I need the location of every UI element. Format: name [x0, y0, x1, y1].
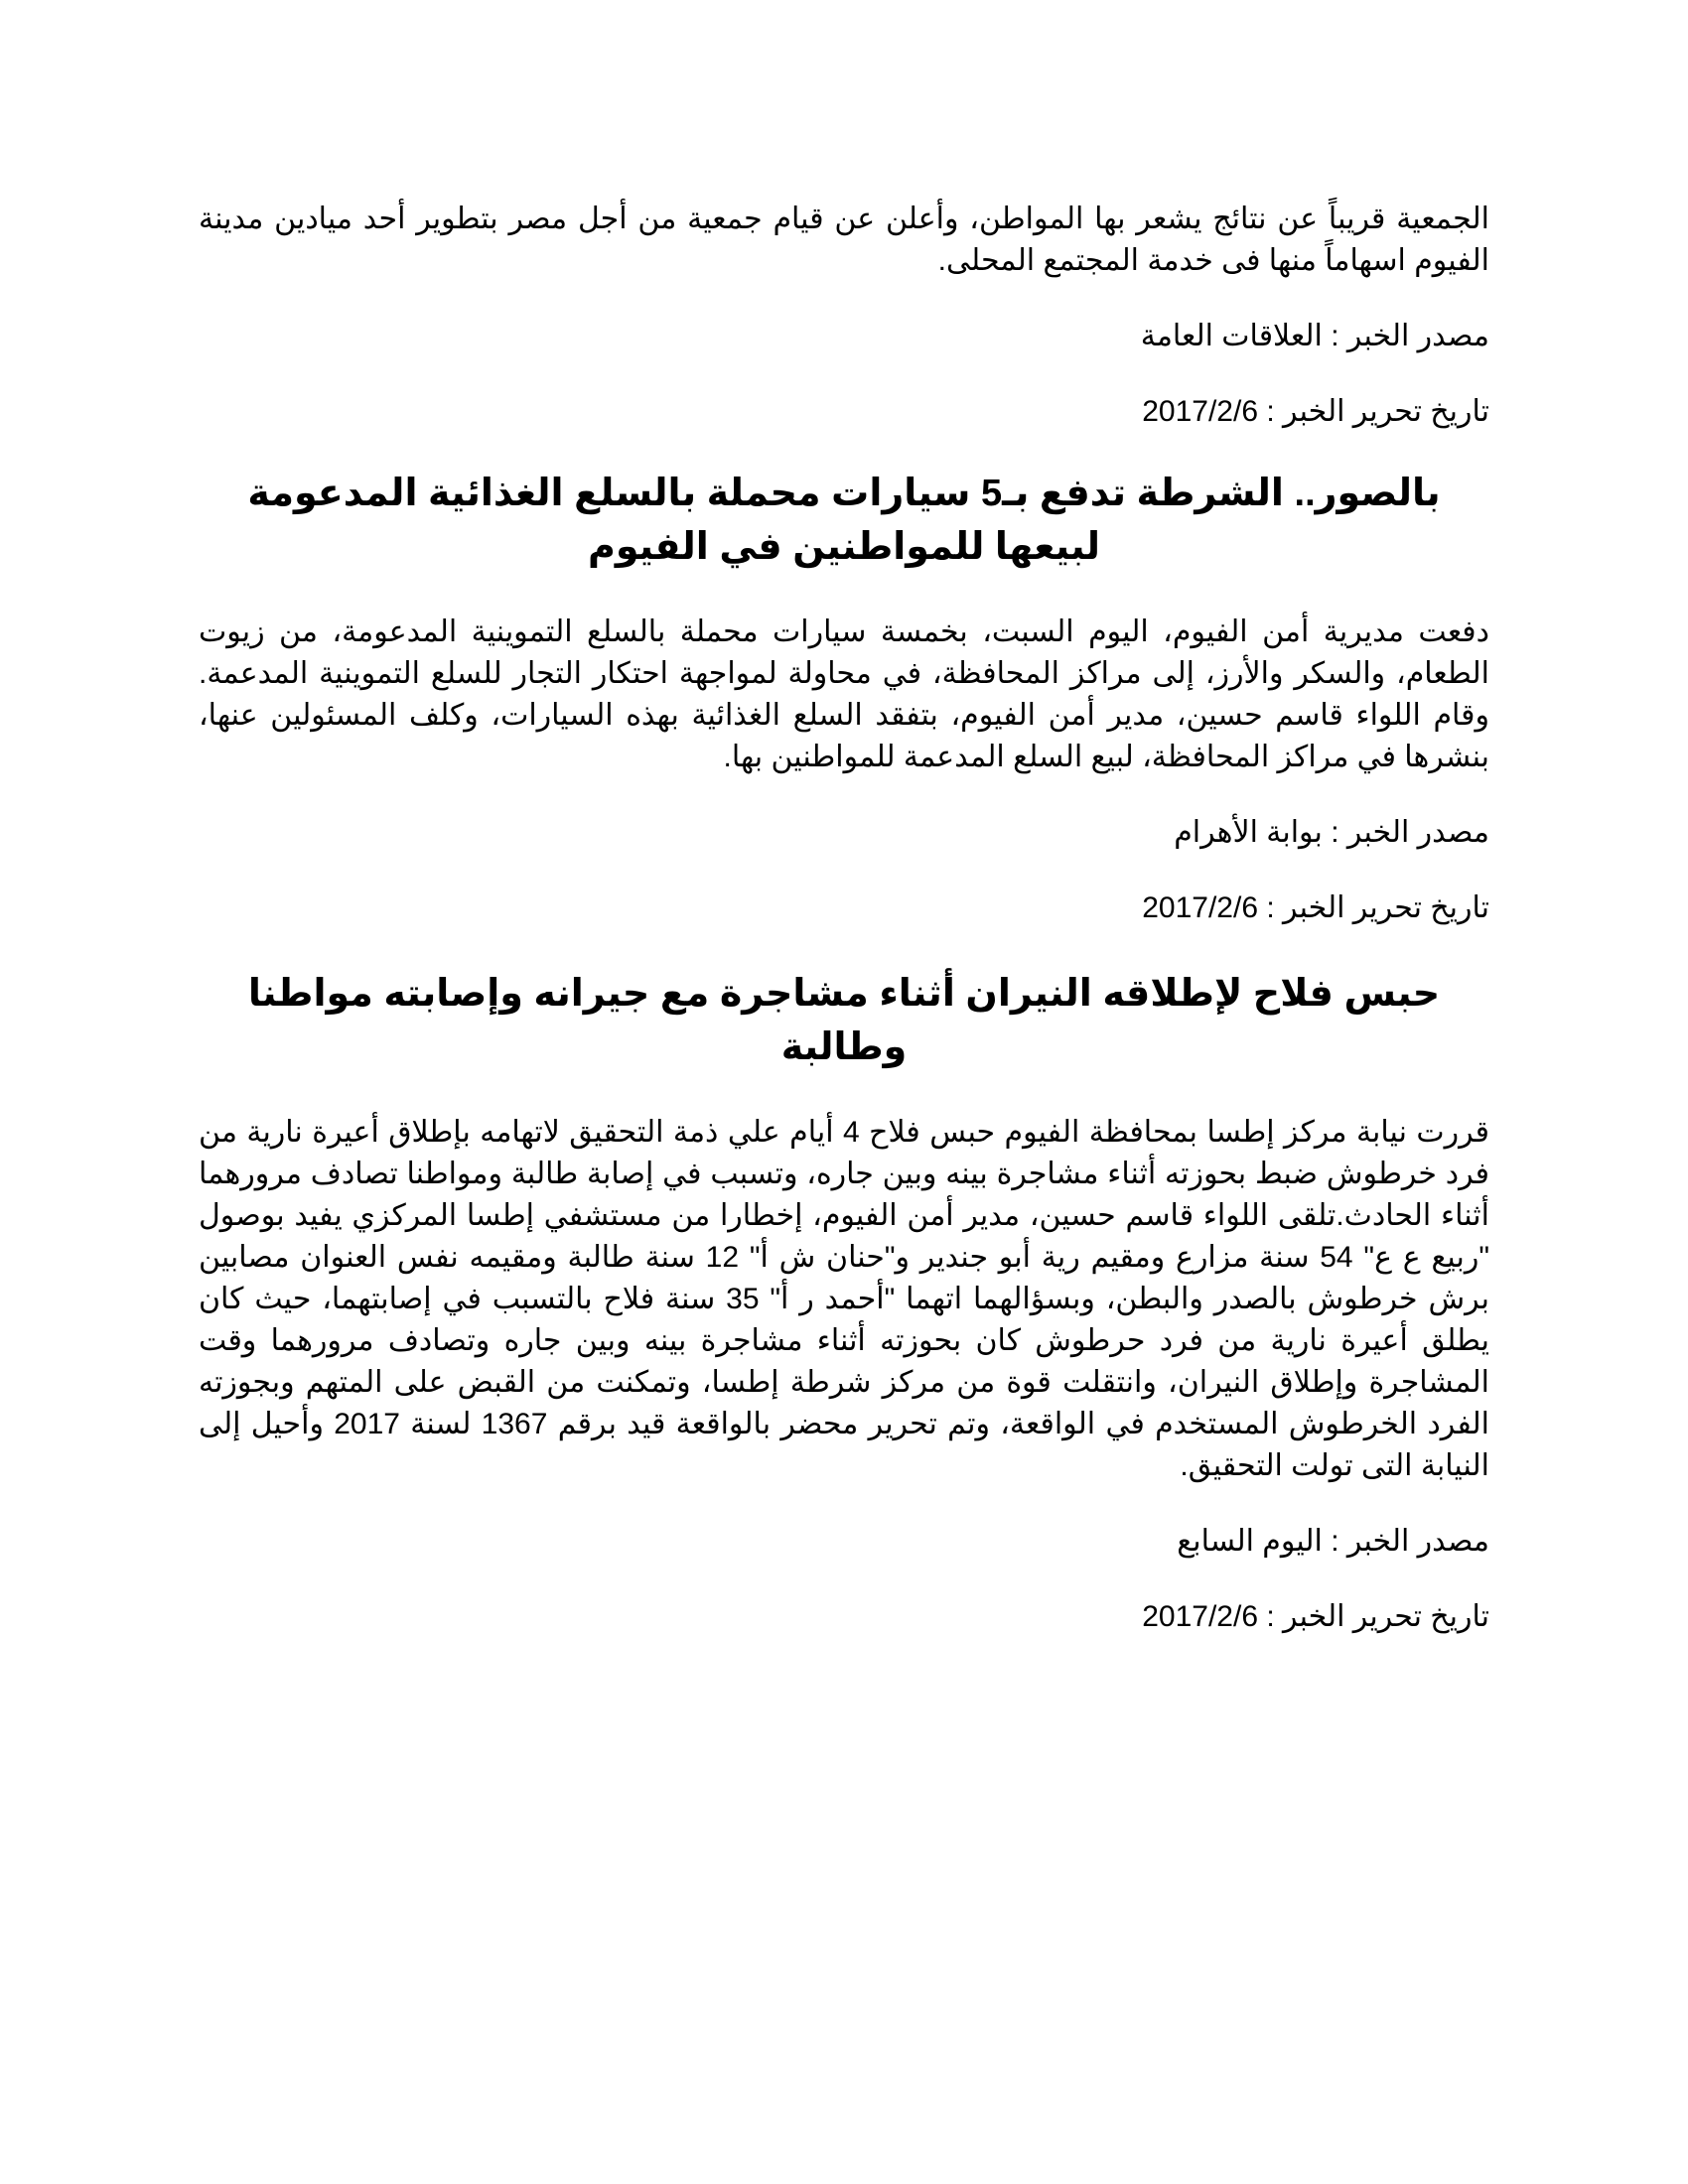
article-2-news-source: مصدر الخبر : اليوم السابع — [1177, 1525, 1489, 1558]
intro-paragraph: الجمعية قريباً عن نتائج يشعر بها المواطن، وأعلن عن قيام جمعية من أجل مصر بتطوير أحد ميادين مدينة الفيوم اسهاماً منها فى خدمة المجتمع المحلى. — [199, 203, 1489, 277]
intro-news-date: تاريخ تحرير الخبر : 2017/2/6 — [1142, 395, 1489, 428]
article-2-news-date: تاريخ تحرير الخبر : 2017/2/6 — [1142, 1600, 1489, 1633]
article-1-headline: بالصور.. الشرطة تدفع بـ5 سيارات محملة بالسلع الغذائية المدعومة لبيعها للمواطنين في الفيوم — [247, 473, 1441, 568]
article-1-body: دفعت مديرية أمن الفيوم، اليوم السبت، بخمسة سيارات محملة بالسلع التموينية المدعومة، من زيوت الطعام، والسكر والأرز، إلى مراكز المحافظة، في محاولة لمواجهة احتكار التجار للسلع التموينية المدعمة. وقام اللواء قاسم حسين، مدير أمن الفيوم، بتفقد السلع الغذائية بهذه السيارات، وكلف المسئولين عنها، بنشرها في مراكز المحافظة، لبيع السلع المدعمة للمواطنين بها. — [199, 615, 1489, 773]
article-1-news-source: مصدر الخبر : بوابة الأهرام — [1174, 816, 1489, 849]
article-2-body: قررت نيابة مركز إطسا بمحافظة الفيوم حبس فلاح 4 أيام علي ذمة التحقيق لاتهامه بإطلاق أعيرة نارية من فرد خرطوش ضبط بحوزته أثناء مشاجرة بينه وبين جاره، وتسبب في إصابة طالبة ومواطنا تصادف مرورهما أثناء الحادث.تلقى اللواء قاسم حسين، مدير أمن الفيوم، إخطارا من مستشفي إطسا المركزي يفيد بوصول "ربيع ع ع" 54 سنة مزارع ومقيم رية أبو جندير و"حنان ش أ" 12 سنة طالبة ومقيمه نفس العنوان مصابين برش خرطوش بالصدر والبطن، وبسؤالهما اتهما "أحمد ر أ" 35 سنة فلاح بالتسبب في إصابتهما، حيث كان يطلق أعيرة نارية من فرد حرطوش كان بحوزته أثناء مشاجرة بينه وبين جاره وتصادف مرورهما وقت المشاجرة وإطلاق النيران، وانتقلت قوة من مركز شرطة إطسا، وتمكنت من القبض على المتهم وبجوزته الفرد الخرطوش المستخدم في الواقعة، وتم تحرير محضر بالواقعة قيد برقم 1367 لسنة 2017 وأحيل إلى النيابة التى تولت التحقيق. — [199, 1116, 1490, 1482]
article-2-headline: حبس فلاح لإطلاقه النيران أثناء مشاجرة مع جيرانه وإصابته مواطنا وطالبة — [247, 973, 1441, 1068]
document-page — [199, 199, 1489, 2085]
article-1-news-date: تاريخ تحرير الخبر : 2017/2/6 — [1142, 891, 1489, 924]
intro-news-source: مصدر الخبر : العلاقات العامة — [1140, 320, 1489, 352]
